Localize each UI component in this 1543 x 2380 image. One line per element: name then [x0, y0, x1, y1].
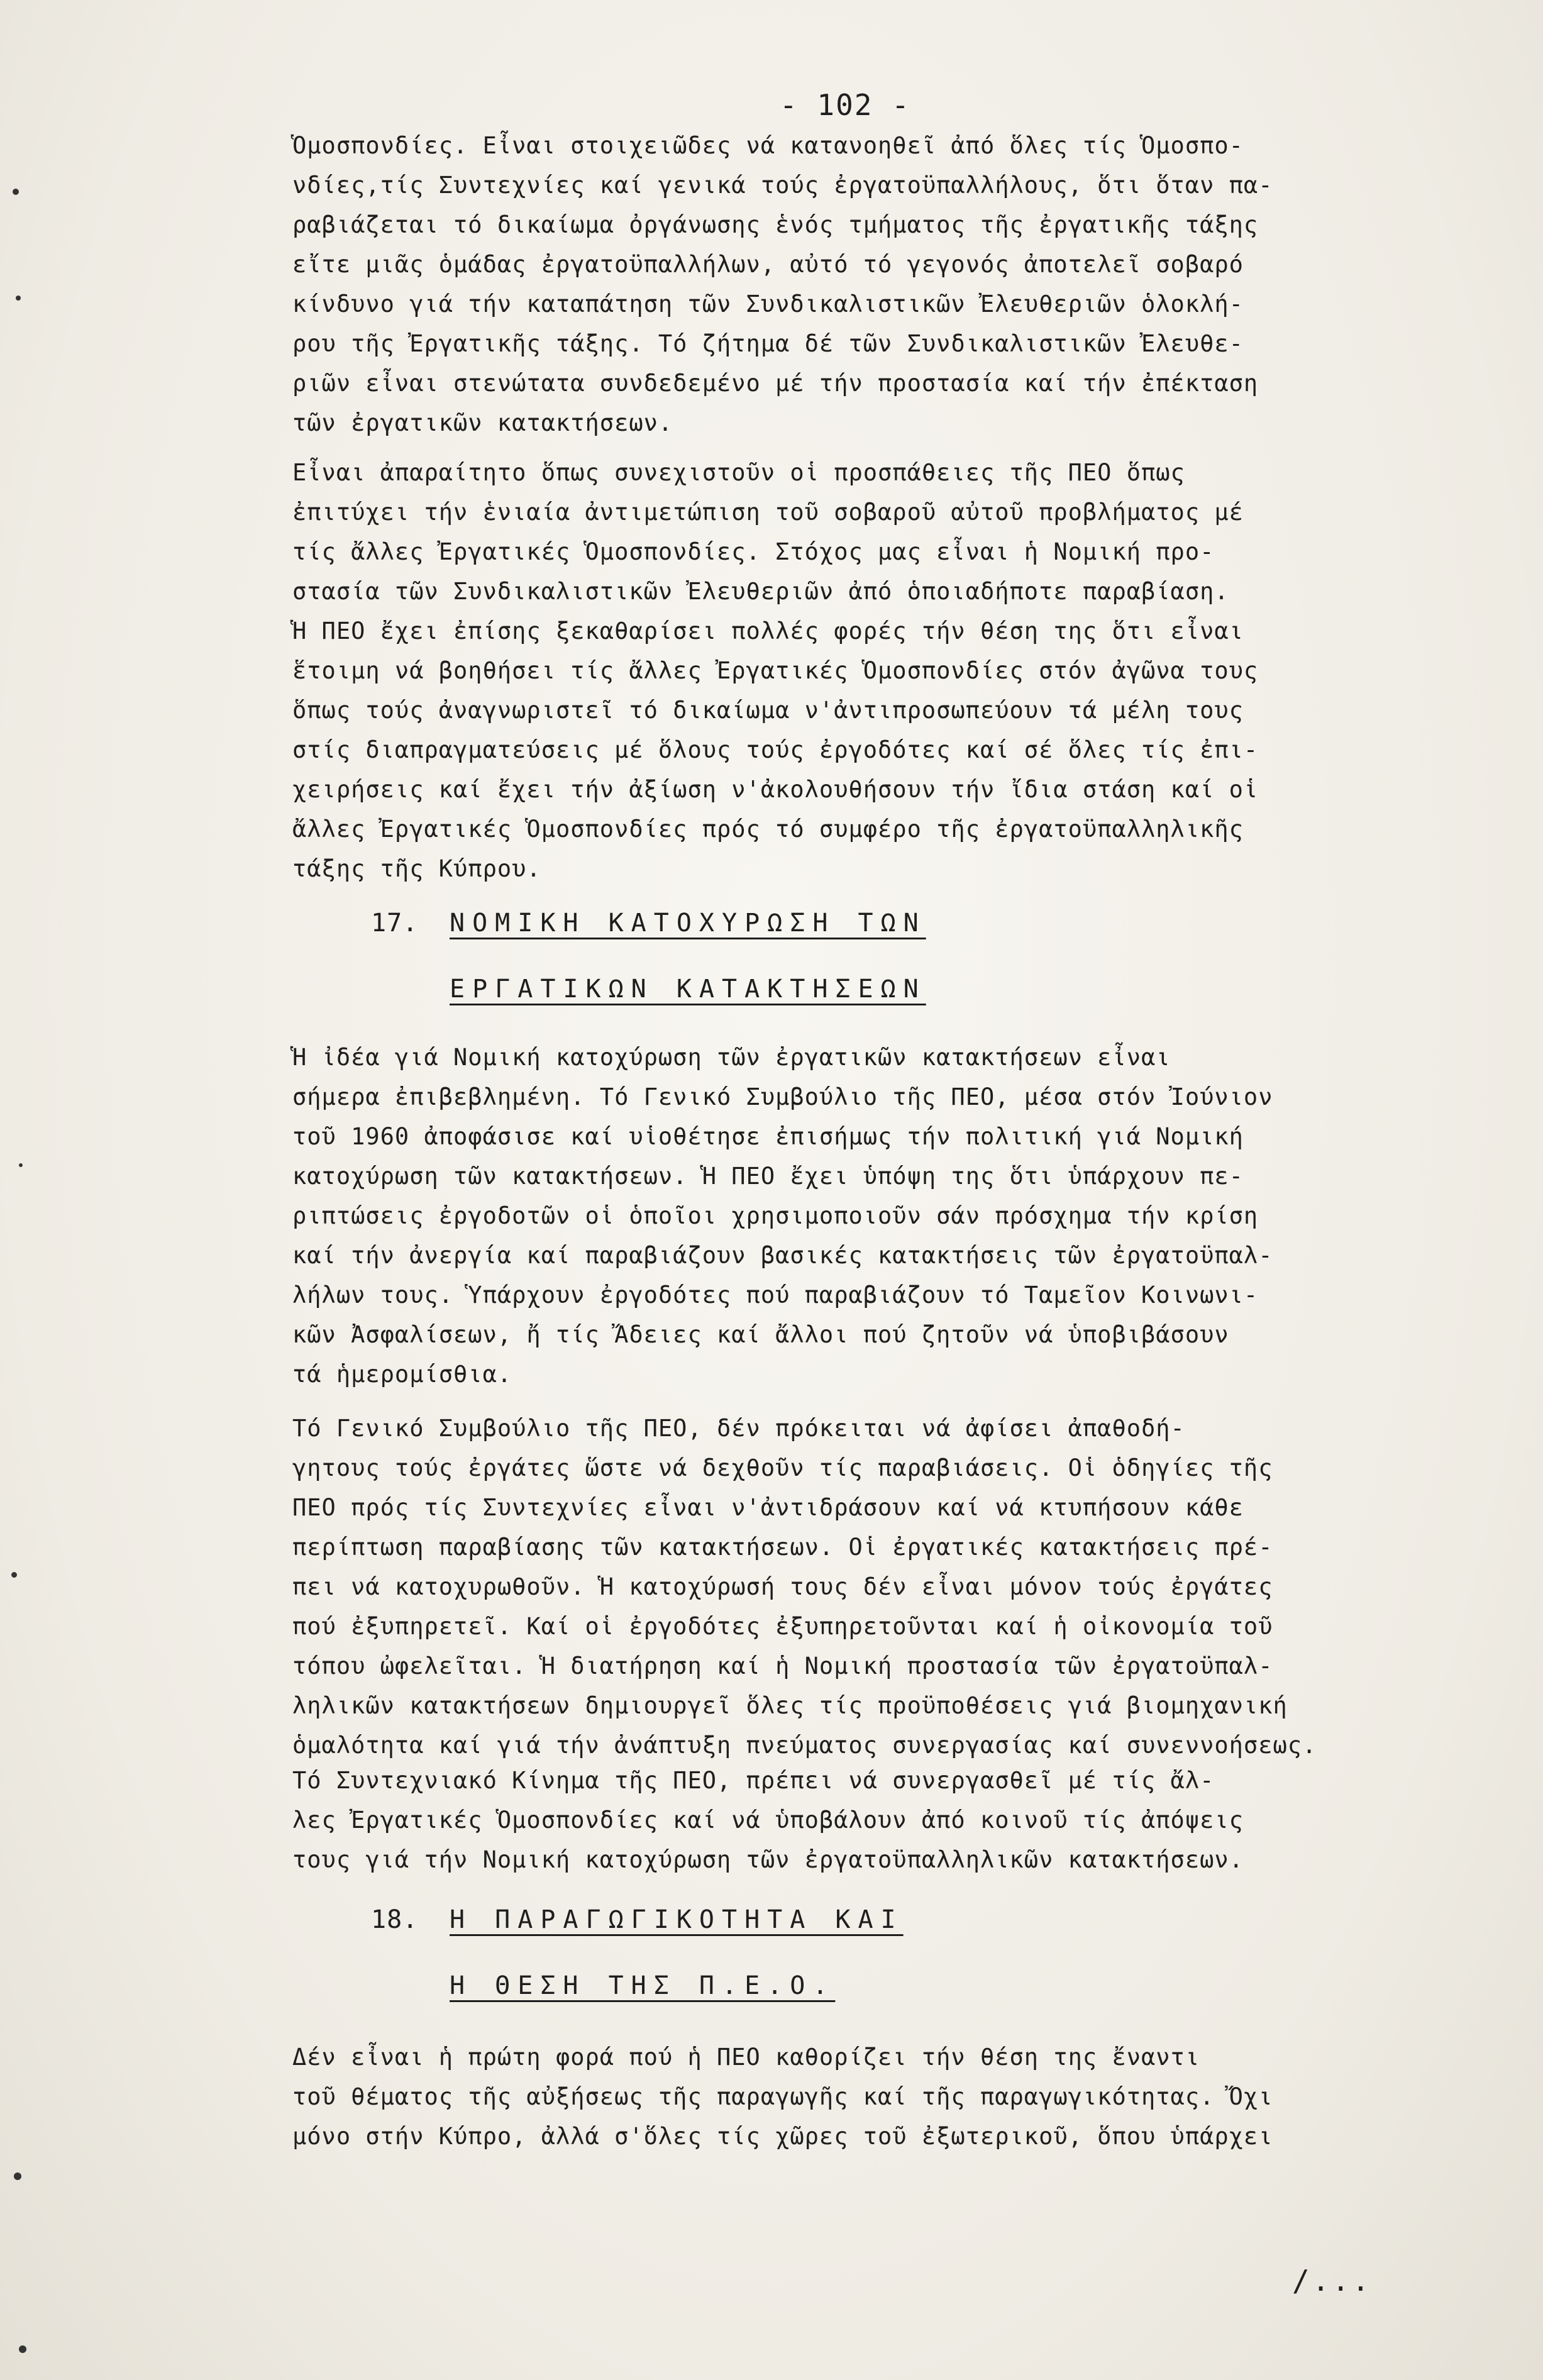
section-title-line-2: ΕΡΓΑΤΙΚΩΝ ΚΑΤΑΚΤΗΣΕΩΝ — [450, 975, 926, 1004]
scan-speck — [16, 296, 21, 301]
section-title-line-1: ΝΟΜΙΚΗ ΚΑΤΟΧΥΡΩΣΗ ΤΩΝ — [450, 909, 926, 938]
scan-speck — [13, 189, 19, 195]
paragraph-legal-protection — [292, 1038, 1418, 1394]
paragraph-general-council — [292, 1409, 1418, 1765]
paragraph-peo-efforts — [292, 453, 1418, 888]
continuation-marker: /... — [1292, 2264, 1372, 2298]
paragraph-text: Ὁμοσπονδίες. Εἶναι στοιχειῶδες νά κατανοηθεῖ ἀπό ὅλες τίς Ὁμοσπο- νδίες,τίς Συντεχνίες καί γενικά τούς ἐργατοϋπαλλήλους, ὅτι ὅταν πα- ραβιάζεται τό δικαίωμα ὀργάνωσης ἑνός τμήματος τῆς ἐργατικῆς τάξης εἴτε μιᾶς ὁμάδας ἐργατοϋπαλλήλων, αὐτό τό γεγονός ἀποτελεῖ σοβαρό κίνδυνο γιά τήν καταπάτηση τῶν Συνδικαλιστικῶν Ἐλευθεριῶν ὁλοκλή- ρου τῆς Ἐργατικῆς τάξης. Τό ζήτημα δέ τῶν Συνδικαλιστικῶν Ἐλευθε- ριῶν εἶναι στενώτατα συνδεδεμένο μέ τήν προστασία καί τήν ἐπέκταση τῶν ἐργατικῶν κατακτήσεων. — [292, 132, 1273, 436]
paragraph-unions-freedoms — [292, 126, 1418, 443]
scan-speck — [11, 1572, 17, 1578]
paragraph-text: Τό Γενικό Συμβούλιο τῆς ΠΕΟ, δέν πρόκειται νά ἀφίσει ἀπαθοδή- γητους τούς ἐργάτες ὥστε νά δεχθοῦν τίς παραβιάσεις. Οἱ ὁδηγίες τῆς ΠΕΟ πρός τίς Συντεχνίες εἶναι ν'ἀντιδράσουν καί νά κτυπήσουν κάθε περίπτωση παραβίασης τῶν κατακτήσεων. Οἱ ἐργατικές κατακτήσεις πρέ- πει νά κατοχυρωθοῦν. Ἡ κατοχύρωσή τους δέν εἶναι μόνον τούς ἐργάτες πού ἐξυπηρετεῖ. Καί οἱ ἐργοδότες ἐξυπηρετοῦνται καί ἡ οἰκονομία τοῦ τόπου ὠφελεῖται. Ἡ διατήρηση καί ἡ Νομική προστασία τῶν ἐργατοϋπαλ- ληλικῶν κατακτήσεων δημιουργεῖ ὅλες τίς προϋποθέσεις γιά βιομηχανική ὁμαλότητα καί γιά τήν ἀνάπτυξη πνεύματος συνεργασίας καί συνεννοήσεως. — [292, 1415, 1317, 1759]
paragraph-text: Εἶναι ἀπαραίτητο ὅπως συνεχιστοῦν οἱ προσπάθειες τῆς ΠΕΟ ὅπως ἐπιτύχει τήν ἑνιαία ἀντιμετώπιση τοῦ σοβαροῦ αὐτοῦ προβλήματος μέ τίς ἄλλες Ἐργατικές Ὁμοσπονδίες. Στόχος μας εἶναι ἡ Νομική προ- στασία τῶν Συνδικαλιστικῶν Ἐλευθεριῶν ἀπό ὁποιαδήποτε παραβίαση. Ἡ ΠΕΟ ἔχει ἐπίσης ξεκαθαρίσει πολλές φορές τήν θέση της ὅτι εἶναι ἕτοιμη νά βοηθήσει τίς ἄλλες Ἐργατικές Ὁμοσπονδίες στόν ἀγῶνα τους ὅπως τούς ἀναγνωριστεῖ τό δικαίωμα ν'ἀντιπροσωπεύουν τά μέλη τους στίς διαπραγματεύσεις μέ ὅλους τούς ἐργοδότες καί σέ ὅλες τίς ἐπι- χειρήσεις καί ἔχει τήν ἀξίωση ν'ἀκολουθήσουν τήν ἴδια στάση καί οἱ ἄλλες Ἐργατικές Ὁμοσπονδίες πρός τό συμφέρο τῆς ἐργατοϋπαλληλικῆς τάξης τῆς Κύπρου. — [292, 459, 1259, 882]
scan-speck — [19, 1163, 23, 1167]
paragraph-trade-union-movement — [292, 1761, 1418, 1879]
page-number: - 102 - — [780, 88, 910, 122]
section-number: 18. — [371, 1905, 419, 1934]
section-number: 17. — [371, 909, 419, 938]
section-title-line-2: Η ΘΕΣΗ ΤΗΣ Π.Ε.Ο. — [450, 1971, 836, 2000]
paragraph-text: Δέν εἶναι ἡ πρώτη φορά πού ἡ ΠΕΟ καθορίζει τήν θέση της ἔναντι τοῦ θέματος τῆς αὐξήσεως τῆς παραγωγῆς καί τῆς παραγωγικότητας. Ὄχι μόνο στήν Κύπρο, ἀλλά σ'ὅλες τίς χῶρες τοῦ ἐξωτερικοῦ, ὅπου ὑπάρχει — [292, 2044, 1273, 2150]
scan-speck — [14, 2172, 21, 2180]
paragraph-text: Ἡ ἰδέα γιά Νομική κατοχύρωση τῶν ἐργατικῶν κατακτήσεων εἶναι σήμερα ἐπιβεβλημένη. Τό Γενικό Συμβούλιο τῆς ΠΕΟ, μέσα στόν Ἰούνιον τοῦ 1960 ἀποφάσισε καί υἱοθέτησε ἐπισήμως τήν πολιτική γιά Νομική κατοχύρωση τῶν κατακτήσεων. Ἡ ΠΕΟ ἔχει ὑπόψη της ὅτι ὑπάρχουν πε- ριπτώσεις ἐργοδοτῶν οἱ ὁποῖοι χρησιμοποιοῦν σάν πρόσχημα τήν κρίση καί τήν ἀνεργία καί παραβιάζουν βασικές κατακτήσεις τῶν ἐργατοϋπαλ- λήλων τους. Ὑπάρχουν ἐργοδότες πού παραβιάζουν τό Ταμεῖον Κοινωνι- κῶν Ἀσφαλίσεων, ἤ τίς Ἄδειες καί ἄλλοι πού ζητοῦν νά ὑποβιβάσουν τά ἡμερομίσθια. — [292, 1044, 1273, 1388]
paragraph-text: Τό Συντεχνιακό Κίνημα τῆς ΠΕΟ, πρέπει νά συνεργασθεῖ μέ τίς ἄλ- λες Ἐργατικές Ὁμοσπονδίες καί νά ὑποβάλουν ἀπό κοινοῦ τίς ἀπόψεις τους γιά τήν Νομική κατοχύρωση τῶν ἐργατοϋπαλληλικῶν κατακτήσεων. — [292, 1767, 1244, 1873]
scan-speck — [19, 2345, 26, 2353]
paragraph-productivity — [292, 2037, 1418, 2156]
section-title-line-1: Η ΠΑΡΑΓΩΓΙΚΟΤΗΤΑ ΚΑΙ — [450, 1905, 904, 1934]
